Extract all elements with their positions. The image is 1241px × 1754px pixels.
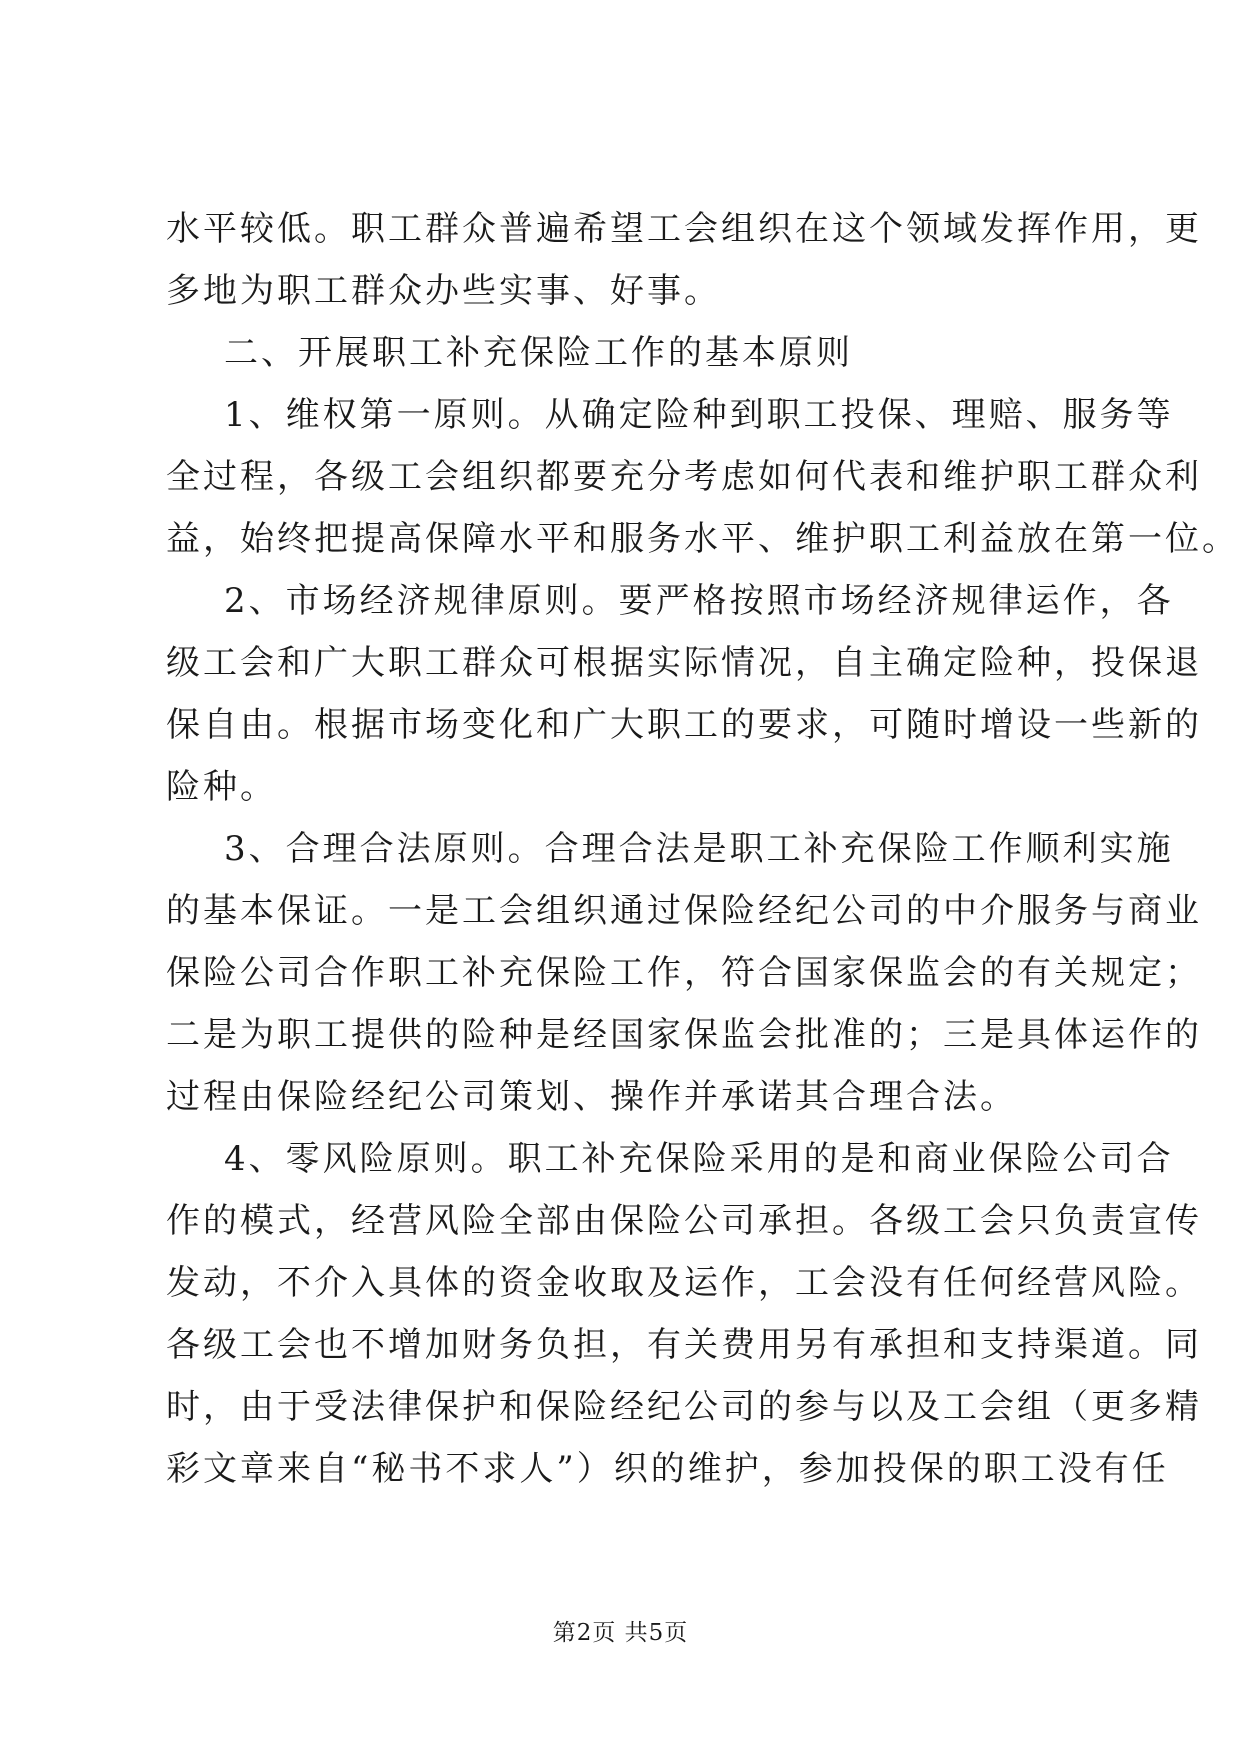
text-line: 4、零风险原则。职工补充保险采用的是和商业保险公司合 — [224, 1139, 1174, 1179]
text-line: 的基本保证。一是工会组织通过保险经纪公司的中介服务与商业 — [166, 891, 1202, 931]
text-line: 保自由。根据市场变化和广大职工的要求，可随时增设一些新的 — [166, 705, 1202, 745]
text-line: 彩文章来自“秘书不求人”）织的维护，参加投保的职工没有任 — [166, 1449, 1169, 1489]
text-line: 3、合理合法原则。合理合法是职工补充保险工作顺利实施 — [224, 829, 1174, 869]
text-line: 时，由于受法律保护和保险经纪公司的参与以及工会组（更多精 — [166, 1387, 1202, 1427]
text-line: 发动，不介入具体的资金收取及运作，工会没有任何经营风险。 — [166, 1263, 1202, 1303]
text-line: 各级工会也不增加财务负担，有关费用另有承担和支持渠道。同 — [166, 1325, 1202, 1365]
text-line: 多地为职工群众办些实事、好事。 — [166, 271, 721, 311]
text-line: 全过程，各级工会组织都要充分考虑如何代表和维护职工群众利 — [166, 457, 1202, 497]
text-line: 保险公司合作职工补充保险工作，符合国家保监会的有关规定； — [166, 953, 1202, 993]
text-line: 险种。 — [166, 767, 277, 807]
text-line: 过程由保险经纪公司策划、操作并承诺其合理合法。 — [166, 1077, 1017, 1117]
text-line: 二是为职工提供的险种是经国家保监会批准的；三是具体运作的 — [166, 1015, 1202, 1055]
text-line: 水平较低。职工群众普遍希望工会组织在这个领域发挥作用，更 — [166, 209, 1202, 249]
text-line: 益，始终把提高保障水平和服务水平、维护职工利益放在第一位。 — [166, 519, 1239, 559]
section-heading: 二、开展职工补充保险工作的基本原则 — [224, 333, 853, 373]
page-footer: 第2页 共5页 — [552, 1620, 689, 1646]
text-line: 1、维权第一原则。从确定险种到职工投保、理赔、服务等 — [224, 395, 1174, 435]
text-line: 作的模式，经营风险全部由保险公司承担。各级工会只负责宣传 — [166, 1201, 1202, 1241]
text-line: 2、市场经济规律原则。要严格按照市场经济规律运作，各 — [224, 581, 1174, 621]
text-line: 级工会和广大职工群众可根据实际情况，自主确定险种，投保退 — [166, 643, 1202, 683]
